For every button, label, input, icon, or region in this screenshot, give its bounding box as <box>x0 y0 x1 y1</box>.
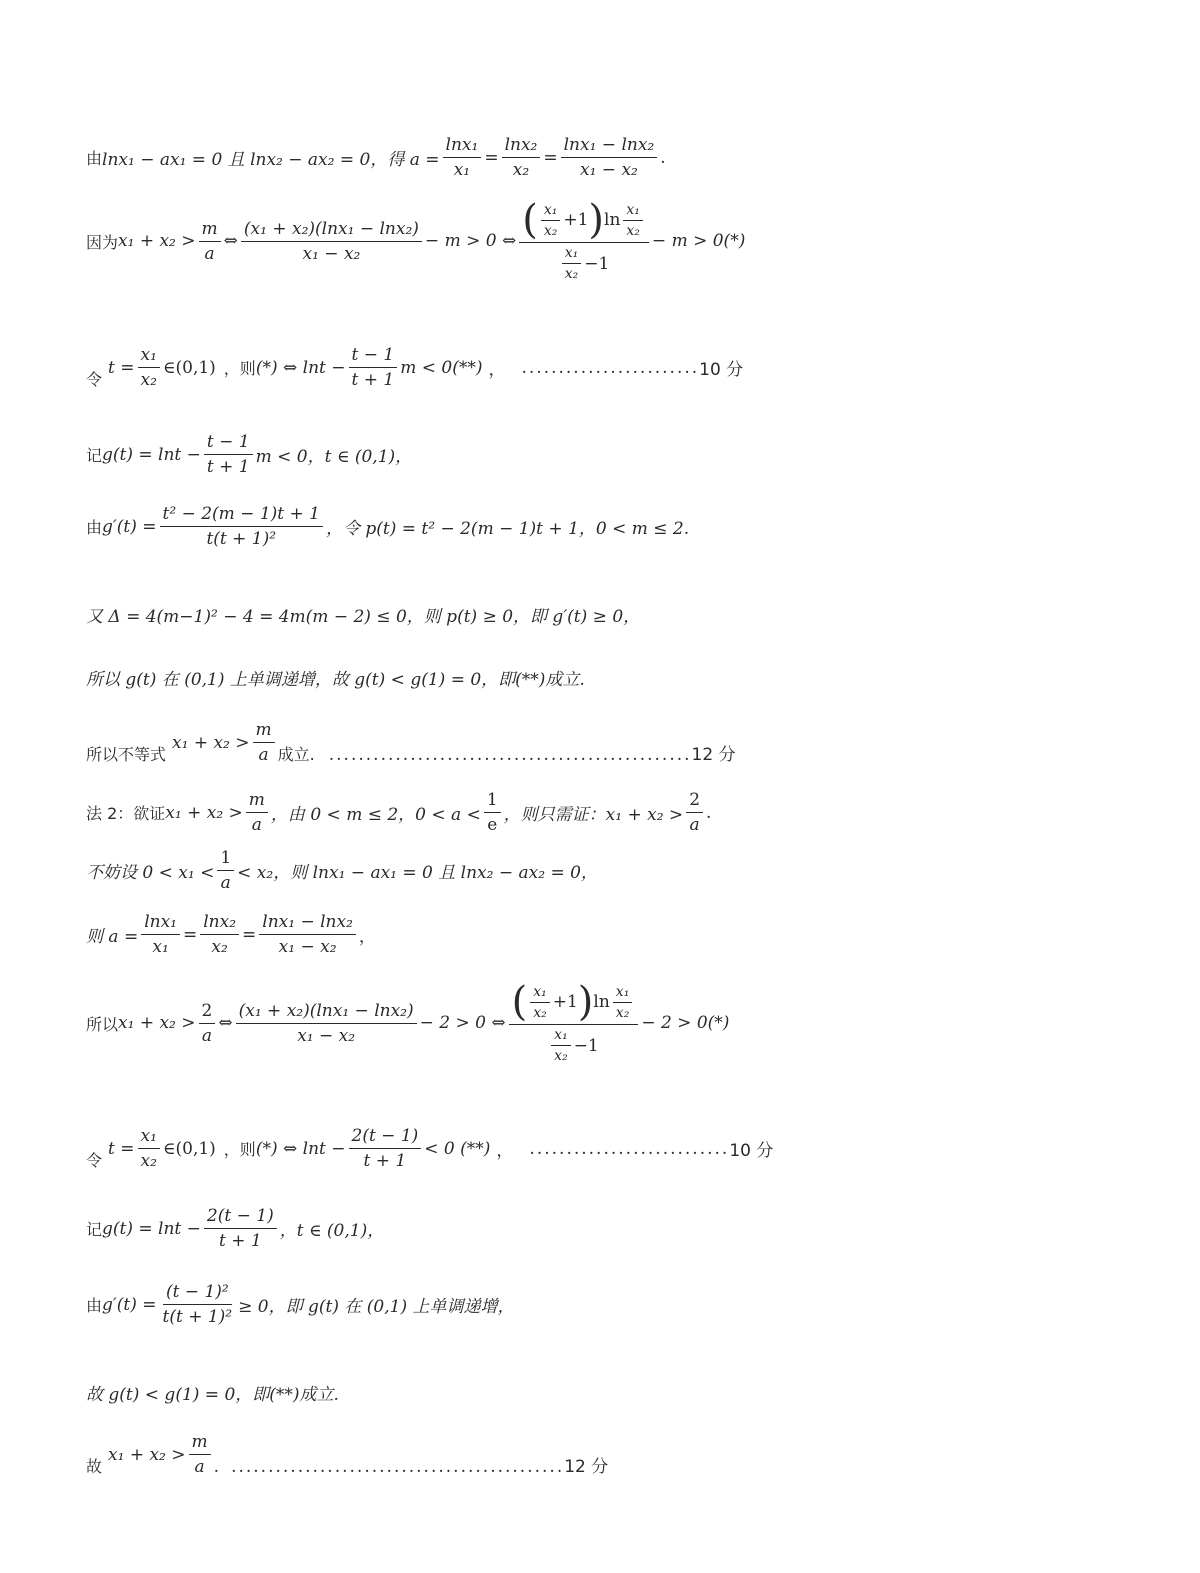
m2-l1-m-frac: $\frac{m}{a}$ <box>246 790 268 835</box>
m2-line6: 记 g(t) = lnt − $\frac{2(t - 1)}{t + 1}$ ，t ∈ (0,1)， <box>86 1206 385 1251</box>
m2-l5-dots: ........................... <box>529 1138 730 1159</box>
m2-line5: 令 t = $\frac{\text{x₁}}{\text{x₂}}$ ∈(0,1) ，则 (*) ⇔ lnt − $\frac{2(t - 1)}{t + 1}$ < 0 (**) ， ........................... 10 分 <box>86 1126 774 1171</box>
m1-l2-tail1: − m > 0 ⇔ <box>424 231 517 251</box>
m1-line6: 又 Δ = 4(m−1)² − 4 = 4m(m − 2) ≤ 0，则 p(t) ≥ 0，即 g′(t) ≥ 0， <box>86 607 641 627</box>
m2-l9-frac: $\frac{m}{a}$ <box>189 1432 211 1477</box>
m1-line3: 令 t = $\frac{\text{x₁}}{\text{x₂}}$ ∈(0,1) ，则 (*) ⇔ lnt − $\frac{t - 1}{t + 1}$ m < 0(**) ， ........................ 10 分 <box>86 345 744 390</box>
m1-l8-frac: $\frac{m}{a}$ <box>253 720 275 765</box>
m1-l2-tail2: − m > 0(*) <box>651 231 746 251</box>
m1-line4: 记 g(t) = lnt − $\frac{t - 1}{t + 1}$ m < 0，t ∈ (0,1)， <box>86 432 413 477</box>
m1-l1-cond: lnx₁ − ax₁ = 0 且 lnx₂ − ax₂ = 0，得 a = <box>102 150 440 170</box>
m2-l7-frac: $\frac{\text{(t − 1)²}}{\text{t(t + 1)²}}$ <box>162 1282 233 1327</box>
m1-l3-t-frac: $\frac{\text{x₁}}{\text{x₂}}$ <box>138 345 160 390</box>
m2-l2-frac: $\frac{1}{a}$ <box>217 848 234 893</box>
m1-line7: 所以 g(t) 在 (0,1) 上单调递增，故 g(t) < g(1) = 0，即(**)成立. <box>86 670 585 690</box>
m2-l5-t-frac: $\frac{\text{x₁}}{\text{x₂}}$ <box>138 1126 160 1171</box>
m2-l1-two-frac: $\frac{2}{a}$ <box>686 790 703 835</box>
m2-line2: 不妨设 0 < x₁ < $\frac{1}{a}$ < x₂，则 lnx₁ − ax₁ = 0 且 lnx₂ − ax₂ = 0， <box>86 848 598 893</box>
m2-l6-frac: $\frac{2(t - 1)}{t + 1}$ <box>204 1206 277 1251</box>
m2-line7: 由 g′(t) = $\frac{\text{(t − 1)²}}{\text{t(t + 1)²}}$ ≥ 0，即 g(t) 在 (0,1) 上单调递增， <box>86 1282 515 1327</box>
m1-l2-lhs: x₁ + x₂ > <box>118 231 196 251</box>
m2-l9-score: 12 分 <box>564 1457 609 1477</box>
m1-line8: 所以不等式 x₁ + x₂ > $\frac{m}{a}$ 成立. ................................................. 12 分 <box>86 720 736 765</box>
m2-l3-frac1: $\frac{\text{lnx₁}}{\text{x₁}}$ <box>141 912 180 957</box>
m2-l4-frac: $\frac{\text{(x₁ + x₂)(lnx₁ − lnx₂)}}{\text{x₁ − x₂}}$ <box>236 1001 417 1046</box>
m1-l5-frac: $\frac{\text{t² − 2(m − 1)t + 1}}{\text{t(t + 1)²}}$ <box>160 504 323 549</box>
m2-l5-score: 10 分 <box>729 1141 774 1161</box>
m2-l1-e-frac: $\frac{1}{e}$ <box>484 790 501 835</box>
m1-l2-iff: ⇔ <box>223 231 238 251</box>
m1-l8-dots: ................................................. <box>328 745 692 765</box>
m1-l2-big-frac: ( $\frac{\text{x₁}}{\text{x₂}}$ +1 ) ln $\frac{\text{x₁}}{\text{x₂}}$ $\frac{\text{x₁}}{\text{x₂}}$ −1 <box>519 200 649 282</box>
m1-l1-frac1: $\frac{\text{lnx₁}}{\text{x₁}}$ <box>443 135 482 180</box>
m1-l4-frac: $\frac{t - 1}{t + 1}$ <box>204 432 253 477</box>
m1-line5: 由 g′(t) = $\frac{\text{t² − 2(m − 1)t + 1}}{\text{t(t + 1)²}}$ ，令 p(t) = t² − 2(m − 1)t + 1，0 < m ≤ 2. <box>86 504 690 549</box>
m1-l3-score: 10 分 <box>699 360 744 380</box>
m1-line1: 由 lnx₁ − ax₁ = 0 且 lnx₂ − ax₂ = 0，得 a = $\frac{\text{lnx₁}}{\text{x₁}}$ = $\frac{\text{lnx₂}}{\text{x₂}}$ = $\frac{\text{lnx₁ − lnx₂}}{\text{x₁ − x₂}}$ . <box>86 135 666 180</box>
m1-l8-score: 12 分 <box>691 745 736 765</box>
m1-l3-g-frac: $\frac{t - 1}{t + 1}$ <box>349 345 398 390</box>
m2-line4: 所以 x₁ + x₂ > $\frac{2}{a}$ ⇔ $\frac{\text{(x₁ + x₂)(lnx₁ − lnx₂)}}{\text{x₁ − x₂}}$ − 2 > 0 ⇔ ( $\frac{\text{x₁}}{\text{x₂}}$ +1 ) ln $\frac{\text{x₁}}{\text{x₂}}$ $\frac{\text{x₁}}{\text{x₂}}$ −1 − 2 > 0(*) <box>86 979 730 1064</box>
m1-line2 <box>86 197 746 282</box>
m2-l4-two-frac: $\frac{2}{a}$ <box>199 1001 216 1046</box>
m2-line3: 则 a = $\frac{\text{lnx₁}}{\text{x₁}}$ = $\frac{\text{lnx₂}}{\text{x₂}}$ = $\frac{\text{lnx₁ − lnx₂}}{\text{x₁ − x₂}}$ ， <box>86 912 376 957</box>
m1-l3-prefix: 令 <box>86 370 103 389</box>
m1-l2-frac: $\frac{\text{(x₁ + x₂)(lnx₁ − lnx₂)}}{\text{x₁ − x₂}}$ <box>241 219 422 264</box>
m1-l3-dots: ........................ <box>521 357 700 378</box>
m2-l5-g-frac: $\frac{2(t - 1)}{t + 1}$ <box>349 1126 422 1171</box>
m1-l2-prefix: 因为 <box>86 232 119 252</box>
m2-line8: 故 g(t) < g(1) = 0，即(**)成立. <box>86 1385 339 1405</box>
m2-l4-big-frac: ( $\frac{\text{x₁}}{\text{x₂}}$ +1 ) ln $\frac{\text{x₁}}{\text{x₂}}$ $\frac{\text{x₁}}{\text{x₂}}$ −1 <box>509 982 639 1064</box>
m2-line1: 法 2：欲证 x₁ + x₂ > $\frac{m}{a}$ ，由 0 < m ≤ 2，0 < a < $\frac{1}{e}$ ，则只需证：x₁ + x₂ > $\frac{2}{a}$ . <box>86 790 712 835</box>
m1-l1-frac2: $\frac{\text{lnx₂}}{\text{x₂}}$ <box>502 135 541 180</box>
m2-l3-frac2: $\frac{\text{lnx₂}}{\text{x₂}}$ <box>200 912 239 957</box>
m1-l1-prefix: 由 <box>86 149 103 168</box>
m2-line9: 故 x₁ + x₂ > $\frac{m}{a}$ . ............................................. 12 分 <box>86 1432 609 1477</box>
m1-l1-frac3: $\frac{\text{lnx₁ − lnx₂}}{\text{x₁ − x₂}}$ <box>561 135 658 180</box>
m2-l9-dots: ............................................. <box>231 1457 565 1477</box>
m1-l2-m-frac: $\frac{m}{a}$ <box>199 219 221 264</box>
m2-l3-frac3: $\frac{\text{lnx₁ − lnx₂}}{\text{x₁ − x₂}}$ <box>259 912 356 957</box>
